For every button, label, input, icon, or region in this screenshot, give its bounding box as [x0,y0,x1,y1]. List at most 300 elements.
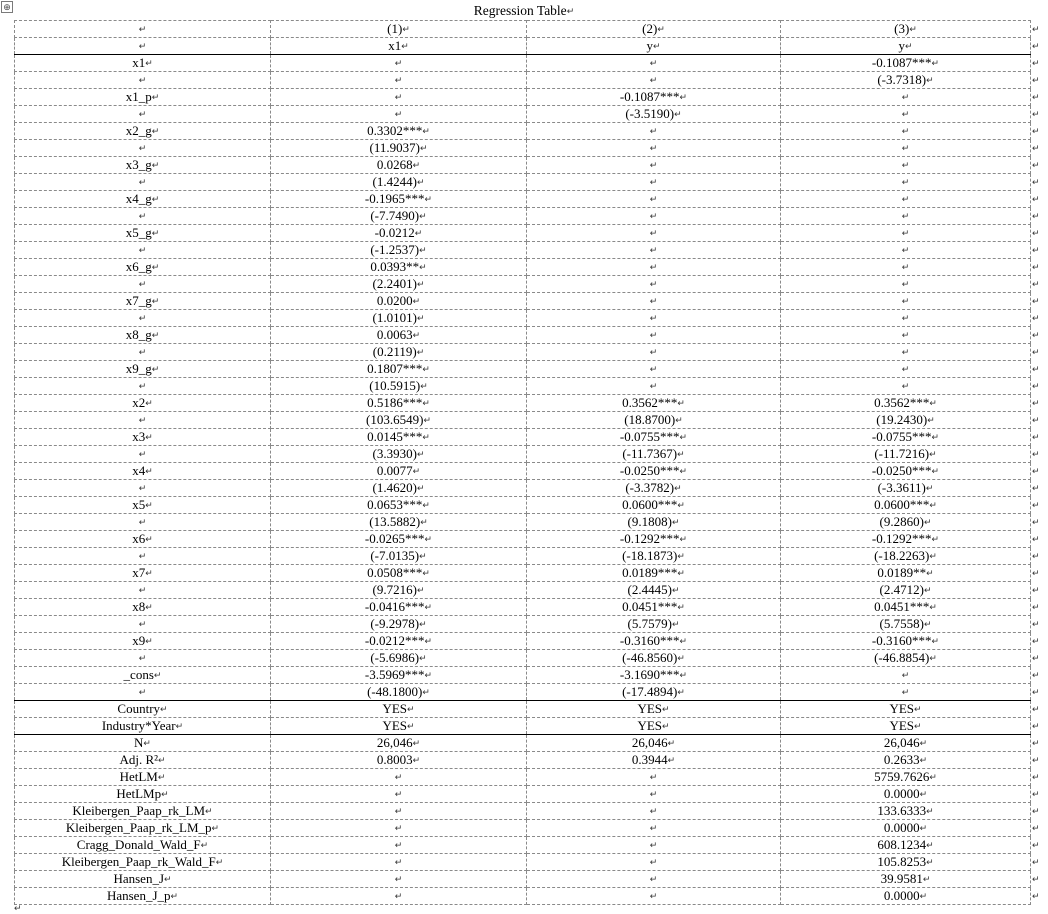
value-cell-col2[interactable] [527,293,781,310]
paragraph-mark-icon: ↵ [419,143,428,153]
row-end-mark-icon: ↵ [1032,806,1040,816]
row-label-cell[interactable] [15,412,271,429]
cell-text: (10.5915) [369,378,421,393]
value-cell-col3[interactable] [781,769,1031,786]
header-cell-blank[interactable] [15,21,271,38]
header-cell-col2-number[interactable]: (2)↵ [527,21,781,38]
paragraph-mark-icon: ↵ [394,58,403,68]
row-label-cell[interactable] [15,803,271,820]
cell-text: (-18.2263) [874,548,930,563]
paragraph-mark-icon: ↵ [394,789,403,799]
value-cell-col1[interactable] [271,429,527,446]
header-cell-col2-dependent[interactable]: y↵ [527,38,781,55]
row-label-cell[interactable] [15,310,271,327]
paragraph-mark-icon: ↵ [901,279,910,289]
paragraph-mark-icon: ↵ [394,772,403,782]
value-cell-col3[interactable] [781,854,1031,871]
paragraph-mark-icon: ↵ [145,398,153,408]
value-cell-col1[interactable] [271,633,527,650]
value-cell-col3[interactable] [781,140,1031,157]
value-cell-col1[interactable] [271,361,527,378]
table-row [15,446,1031,463]
header-cell-col1-dependent[interactable]: x1↵ [271,38,527,55]
value-cell-col3[interactable] [781,497,1031,514]
row-label-cell[interactable] [15,786,271,803]
value-cell-col1[interactable] [271,871,527,888]
value-cell-col1[interactable] [271,225,527,242]
value-cell-col2[interactable] [527,140,781,157]
row-label-cell[interactable] [15,55,271,72]
value-cell-col2[interactable] [527,650,781,667]
paragraph-mark-icon: ↵ [667,755,676,765]
value-cell-col3[interactable] [781,446,1031,463]
value-cell-col3[interactable] [781,412,1031,429]
cell-text: YES [637,701,662,716]
row-label-cell[interactable] [15,276,271,293]
table-row [15,616,1031,633]
row-label-cell[interactable] [15,718,271,735]
value-cell-col2[interactable] [527,412,781,429]
paragraph-mark-icon: ↵ [420,517,428,527]
paragraph-mark-icon: ↵ [394,874,403,884]
value-cell-col2[interactable] [527,89,781,106]
table-row [15,480,1031,497]
value-cell-col3[interactable] [781,837,1031,854]
value-cell-col3[interactable] [781,157,1031,174]
value-cell-col1[interactable] [271,616,527,633]
paragraph-mark-icon: ↵ [675,415,683,425]
value-cell-col3[interactable] [781,616,1031,633]
cell-text: 0.3302*** [367,123,423,138]
row-label-cell[interactable] [15,378,271,395]
value-cell-col3[interactable] [781,378,1031,395]
row-label-cell[interactable] [15,633,271,650]
paragraph-mark-icon: ↵ [138,143,147,153]
value-cell-col1[interactable] [271,310,527,327]
row-label-cell[interactable] [15,327,271,344]
paragraph-mark-icon: ↵ [153,670,162,680]
row-label-cell[interactable] [15,820,271,837]
cell-text: (-1.2537) [370,242,420,257]
cell-text: 26,046 [883,735,920,750]
value-cell-col2[interactable] [527,174,781,191]
paragraph-mark-icon: ↵ [138,449,147,459]
value-cell-col1[interactable] [271,514,527,531]
cell-text: (9.1808) [627,514,672,529]
value-cell-col1[interactable] [271,684,527,701]
value-cell-col2[interactable] [527,752,781,769]
table-row [15,106,1031,123]
value-cell-col1[interactable] [271,769,527,786]
row-label-cell[interactable] [15,293,271,310]
paragraph-mark-icon: ↵ [158,755,166,765]
value-cell-col1[interactable] [271,735,527,752]
value-cell-col2[interactable] [527,344,781,361]
value-cell-col1[interactable] [271,89,527,106]
paragraph-mark-icon: ↵ [679,670,688,680]
value-cell-col1[interactable] [271,548,527,565]
value-cell-col2[interactable] [527,191,781,208]
value-cell-col1[interactable] [271,140,527,157]
paragraph-mark-icon: ↵ [138,687,147,697]
paragraph-mark-icon: ↵ [919,789,928,799]
cell-text: N [134,735,144,750]
row-label-cell[interactable] [15,395,271,412]
paragraph-mark-icon: ↵ [145,466,153,476]
value-cell-col2[interactable] [527,514,781,531]
value-cell-col1[interactable] [271,378,527,395]
value-cell-col2[interactable] [527,565,781,582]
value-cell-col3[interactable] [781,242,1031,259]
row-end-mark-icon: ↵ [1032,41,1040,51]
value-cell-col1[interactable] [271,667,527,684]
row-label-cell[interactable] [15,191,271,208]
row-label-cell[interactable] [15,667,271,684]
value-cell-col2[interactable] [527,718,781,735]
value-cell-col3[interactable] [781,327,1031,344]
cell-text: 0.0000 [883,888,920,903]
row-label-cell[interactable] [15,514,271,531]
row-end-mark-icon: ↵ [1032,466,1040,476]
row-label-cell[interactable] [15,871,271,888]
paragraph-mark-icon: ↵ [419,619,427,629]
value-cell-col3[interactable] [781,871,1031,888]
cell-text: (-3.7318) [877,72,927,87]
value-cell-col3[interactable] [781,888,1031,905]
value-cell-col3[interactable] [781,514,1031,531]
value-cell-col2[interactable] [527,667,781,684]
paragraph-mark-icon: ↵ [412,160,421,170]
value-cell-col1[interactable] [271,497,527,514]
row-label-cell[interactable] [15,752,271,769]
value-cell-col3[interactable] [781,718,1031,735]
cell-text: x3_g [125,157,152,172]
row-label-cell[interactable] [15,888,271,905]
paragraph-mark-icon: ↵ [170,891,179,901]
value-cell-col1[interactable] [271,293,527,310]
value-cell-col3[interactable] [781,480,1031,497]
value-cell-col1[interactable] [271,174,527,191]
value-cell-col3[interactable] [781,310,1031,327]
header-cell-col3-dependent[interactable]: y↵ [781,38,1031,55]
paragraph-mark-icon: ↵ [649,126,658,136]
value-cell-col1[interactable] [271,344,527,361]
row-end-mark-icon: ↵ [1032,160,1040,170]
value-cell-col3[interactable] [781,55,1031,72]
paragraph-mark-icon: ↵ [138,75,147,85]
value-cell-col2[interactable] [527,378,781,395]
paragraph-mark-icon: ↵ [649,330,658,340]
value-cell-col3[interactable] [781,735,1031,752]
value-cell-col1[interactable] [271,412,527,429]
value-cell-col2[interactable] [527,854,781,871]
value-cell-col3[interactable] [781,599,1031,616]
value-cell-col3[interactable] [781,803,1031,820]
value-cell-col1[interactable] [271,803,527,820]
value-cell-col1[interactable] [271,599,527,616]
value-cell-col2[interactable] [527,242,781,259]
row-label-cell[interactable] [15,157,271,174]
table-row [15,854,1031,871]
row-label-cell[interactable] [15,565,271,582]
value-cell-col2[interactable] [527,55,781,72]
cell-text: -0.1087*** [619,89,680,104]
value-cell-col2[interactable] [527,446,781,463]
value-cell-col2[interactable] [527,599,781,616]
value-cell-col3[interactable] [781,650,1031,667]
cell-text: (5.7579) [627,616,672,631]
value-cell-col2[interactable] [527,871,781,888]
value-cell-col1[interactable] [271,820,527,837]
value-cell-col3[interactable] [781,72,1031,89]
paragraph-mark-icon: ↵ [424,534,433,544]
paragraph-mark-icon: ↵ [929,449,937,459]
row-label-cell[interactable] [15,837,271,854]
table-row [15,429,1031,446]
value-cell-col3[interactable] [781,701,1031,718]
value-cell-col2[interactable] [527,497,781,514]
row-label-cell[interactable] [15,429,271,446]
value-cell-col2[interactable] [527,327,781,344]
value-cell-col3[interactable] [781,548,1031,565]
row-label-cell[interactable] [15,650,271,667]
value-cell-col1[interactable] [271,395,527,412]
value-cell-col3[interactable] [781,191,1031,208]
value-cell-col2[interactable] [527,361,781,378]
value-cell-col1[interactable] [271,582,527,599]
value-cell-col2[interactable] [527,106,781,123]
cell-text: 0.0000 [883,786,920,801]
row-end-mark-icon: ↵ [1032,126,1040,136]
cell-text: 105.8253 [877,854,927,869]
paragraph-mark-icon: ↵ [923,517,932,527]
row-label-cell[interactable] [15,140,271,157]
row-label-cell[interactable] [15,225,271,242]
value-cell-col3[interactable] [781,565,1031,582]
value-cell-col2[interactable] [527,837,781,854]
row-label-cell[interactable] [15,531,271,548]
row-label-cell[interactable] [15,599,271,616]
value-cell-col2[interactable] [527,769,781,786]
value-cell-col1[interactable] [271,650,527,667]
header-cell-col1-number[interactable]: (1)↵ [271,21,527,38]
value-cell-col3[interactable] [781,786,1031,803]
value-cell-col1[interactable] [271,106,527,123]
table-row [15,191,1031,208]
row-label-cell[interactable] [15,463,271,480]
value-cell-col2[interactable] [527,480,781,497]
table-row [15,72,1031,89]
row-end-mark-icon: ↵ [1032,262,1040,272]
header-cell-col3-number[interactable]: (3)↵ [781,21,1031,38]
row-label-cell[interactable] [15,106,271,123]
row-label-cell[interactable] [15,497,271,514]
cell-text: -0.0250*** [871,463,932,478]
value-cell-col3[interactable] [781,89,1031,106]
header-cell-blank[interactable] [15,38,271,55]
cell-text: (11.9037) [369,140,420,155]
value-cell-col1[interactable] [271,463,527,480]
paragraph-mark-icon: ↵ [657,24,665,34]
cell-text: x8 [132,599,146,614]
row-label-cell[interactable] [15,769,271,786]
value-cell-col3[interactable] [781,208,1031,225]
value-cell-col3[interactable] [781,752,1031,769]
paragraph-mark-icon: ↵ [151,364,160,374]
row-label-cell[interactable] [15,361,271,378]
value-cell-col2[interactable] [527,616,781,633]
value-cell-col2[interactable] [527,582,781,599]
paragraph-mark-icon: ↵ [394,75,403,85]
table-row [15,701,1031,718]
value-cell-col1[interactable] [271,72,527,89]
cell-text: x9_g [125,361,152,376]
value-cell-col3[interactable] [781,123,1031,140]
value-cell-col2[interactable] [527,633,781,650]
value-cell-col3[interactable] [781,684,1031,701]
value-cell-col2[interactable] [527,276,781,293]
row-label-cell[interactable] [15,89,271,106]
row-end-mark-icon: ↵ [1032,330,1040,340]
value-cell-col2[interactable] [527,701,781,718]
value-cell-col2[interactable] [527,72,781,89]
value-cell-col2[interactable] [527,531,781,548]
value-cell-col1[interactable] [271,123,527,140]
value-cell-col2[interactable] [527,395,781,412]
value-cell-col3[interactable] [781,293,1031,310]
row-label-cell[interactable] [15,446,271,463]
value-cell-col1[interactable] [271,259,527,276]
value-cell-col1[interactable] [271,276,527,293]
value-cell-col1[interactable] [271,854,527,871]
paragraph-mark-icon: ↵ [931,534,940,544]
value-cell-col3[interactable] [781,225,1031,242]
value-cell-col3[interactable] [781,174,1031,191]
cell-text: -0.1087*** [871,55,932,70]
row-end-mark-icon: ↵ [1032,313,1040,323]
row-end-mark-icon: ↵ [1032,415,1040,425]
value-cell-col1[interactable] [271,701,527,718]
value-cell-col2[interactable] [527,259,781,276]
value-cell-col1[interactable] [271,191,527,208]
cell-text: 0.0653*** [367,497,423,512]
row-label-cell[interactable] [15,582,271,599]
paragraph-mark-icon: ↵ [211,823,220,833]
paragraph-mark-icon: ↵ [901,211,910,221]
value-cell-col2[interactable] [527,803,781,820]
cell-text: (9.7216) [372,582,417,597]
paragraph-mark-icon: ↵ [901,687,910,697]
value-cell-col3[interactable] [781,633,1031,650]
value-cell-col3[interactable] [781,395,1031,412]
value-cell-col3[interactable] [781,344,1031,361]
paragraph-mark-icon: ↵ [145,58,153,68]
value-cell-col1[interactable] [271,565,527,582]
value-cell-col2[interactable] [527,463,781,480]
paragraph-mark-icon: ↵ [138,517,147,527]
paragraph-mark-icon: ↵ [901,126,910,136]
row-label-cell[interactable] [15,735,271,752]
row-label-cell[interactable] [15,854,271,871]
value-cell-col1[interactable] [271,718,527,735]
value-cell-col2[interactable] [527,208,781,225]
cell-text: 0.0600*** [874,497,930,512]
value-cell-col2[interactable] [527,684,781,701]
value-cell-col3[interactable] [781,259,1031,276]
row-label-cell[interactable] [15,701,271,718]
value-cell-col3[interactable] [781,429,1031,446]
value-cell-col1[interactable] [271,888,527,905]
value-cell-col2[interactable] [527,548,781,565]
row-label-cell[interactable] [15,72,271,89]
value-cell-col3[interactable] [781,531,1031,548]
value-cell-col2[interactable] [527,735,781,752]
value-cell-col2[interactable] [527,429,781,446]
value-cell-col1[interactable] [271,786,527,803]
cell-text: YES [637,718,662,733]
paragraph-mark-icon: ↵ [151,194,160,204]
paragraph-mark-icon: ↵ [412,296,421,306]
row-label-cell[interactable] [15,242,271,259]
row-label-cell[interactable] [15,684,271,701]
paragraph-mark-icon: ↵ [901,381,910,391]
row-end-mark-icon: ↵ [1032,381,1040,391]
value-cell-col1[interactable] [271,531,527,548]
paragraph-mark-icon: ↵ [649,58,658,68]
row-label-cell[interactable] [15,616,271,633]
value-cell-col3[interactable] [781,106,1031,123]
paragraph-mark-icon: ↵ [138,483,147,493]
cell-text: (-7.7490) [370,208,420,223]
value-cell-col2[interactable] [527,157,781,174]
value-cell-col1[interactable] [271,837,527,854]
value-cell-col3[interactable] [781,582,1031,599]
value-cell-col2[interactable] [527,123,781,140]
value-cell-col3[interactable] [781,820,1031,837]
paragraph-mark-icon: ↵ [419,551,427,561]
value-cell-col1[interactable] [271,327,527,344]
row-label-cell[interactable] [15,344,271,361]
value-cell-col1[interactable] [271,157,527,174]
row-label-cell[interactable] [15,208,271,225]
row-label-cell[interactable] [15,480,271,497]
value-cell-col2[interactable] [527,820,781,837]
table-move-handle-icon[interactable]: ⊕ [1,1,13,13]
value-cell-col2[interactable] [527,310,781,327]
cell-text: (1.4620) [372,480,417,495]
row-label-cell[interactable] [15,123,271,140]
row-label-cell[interactable] [15,174,271,191]
value-cell-col2[interactable] [527,888,781,905]
value-cell-col1[interactable] [271,242,527,259]
value-cell-col3[interactable] [781,667,1031,684]
row-label-cell[interactable] [15,548,271,565]
value-cell-col3[interactable] [781,276,1031,293]
value-cell-col1[interactable] [271,480,527,497]
row-label-cell[interactable] [15,259,271,276]
value-cell-col2[interactable] [527,225,781,242]
value-cell-col2[interactable] [527,786,781,803]
value-cell-col1[interactable] [271,55,527,72]
paragraph-mark-icon: ↵ [422,500,430,510]
cell-text: 0.8003 [376,752,413,767]
value-cell-col1[interactable] [271,446,527,463]
value-cell-col1[interactable] [271,752,527,769]
value-cell-col3[interactable] [781,463,1031,480]
paragraph-mark-icon: ↵ [677,602,685,612]
value-cell-col3[interactable] [781,361,1031,378]
value-cell-col1[interactable] [271,208,527,225]
